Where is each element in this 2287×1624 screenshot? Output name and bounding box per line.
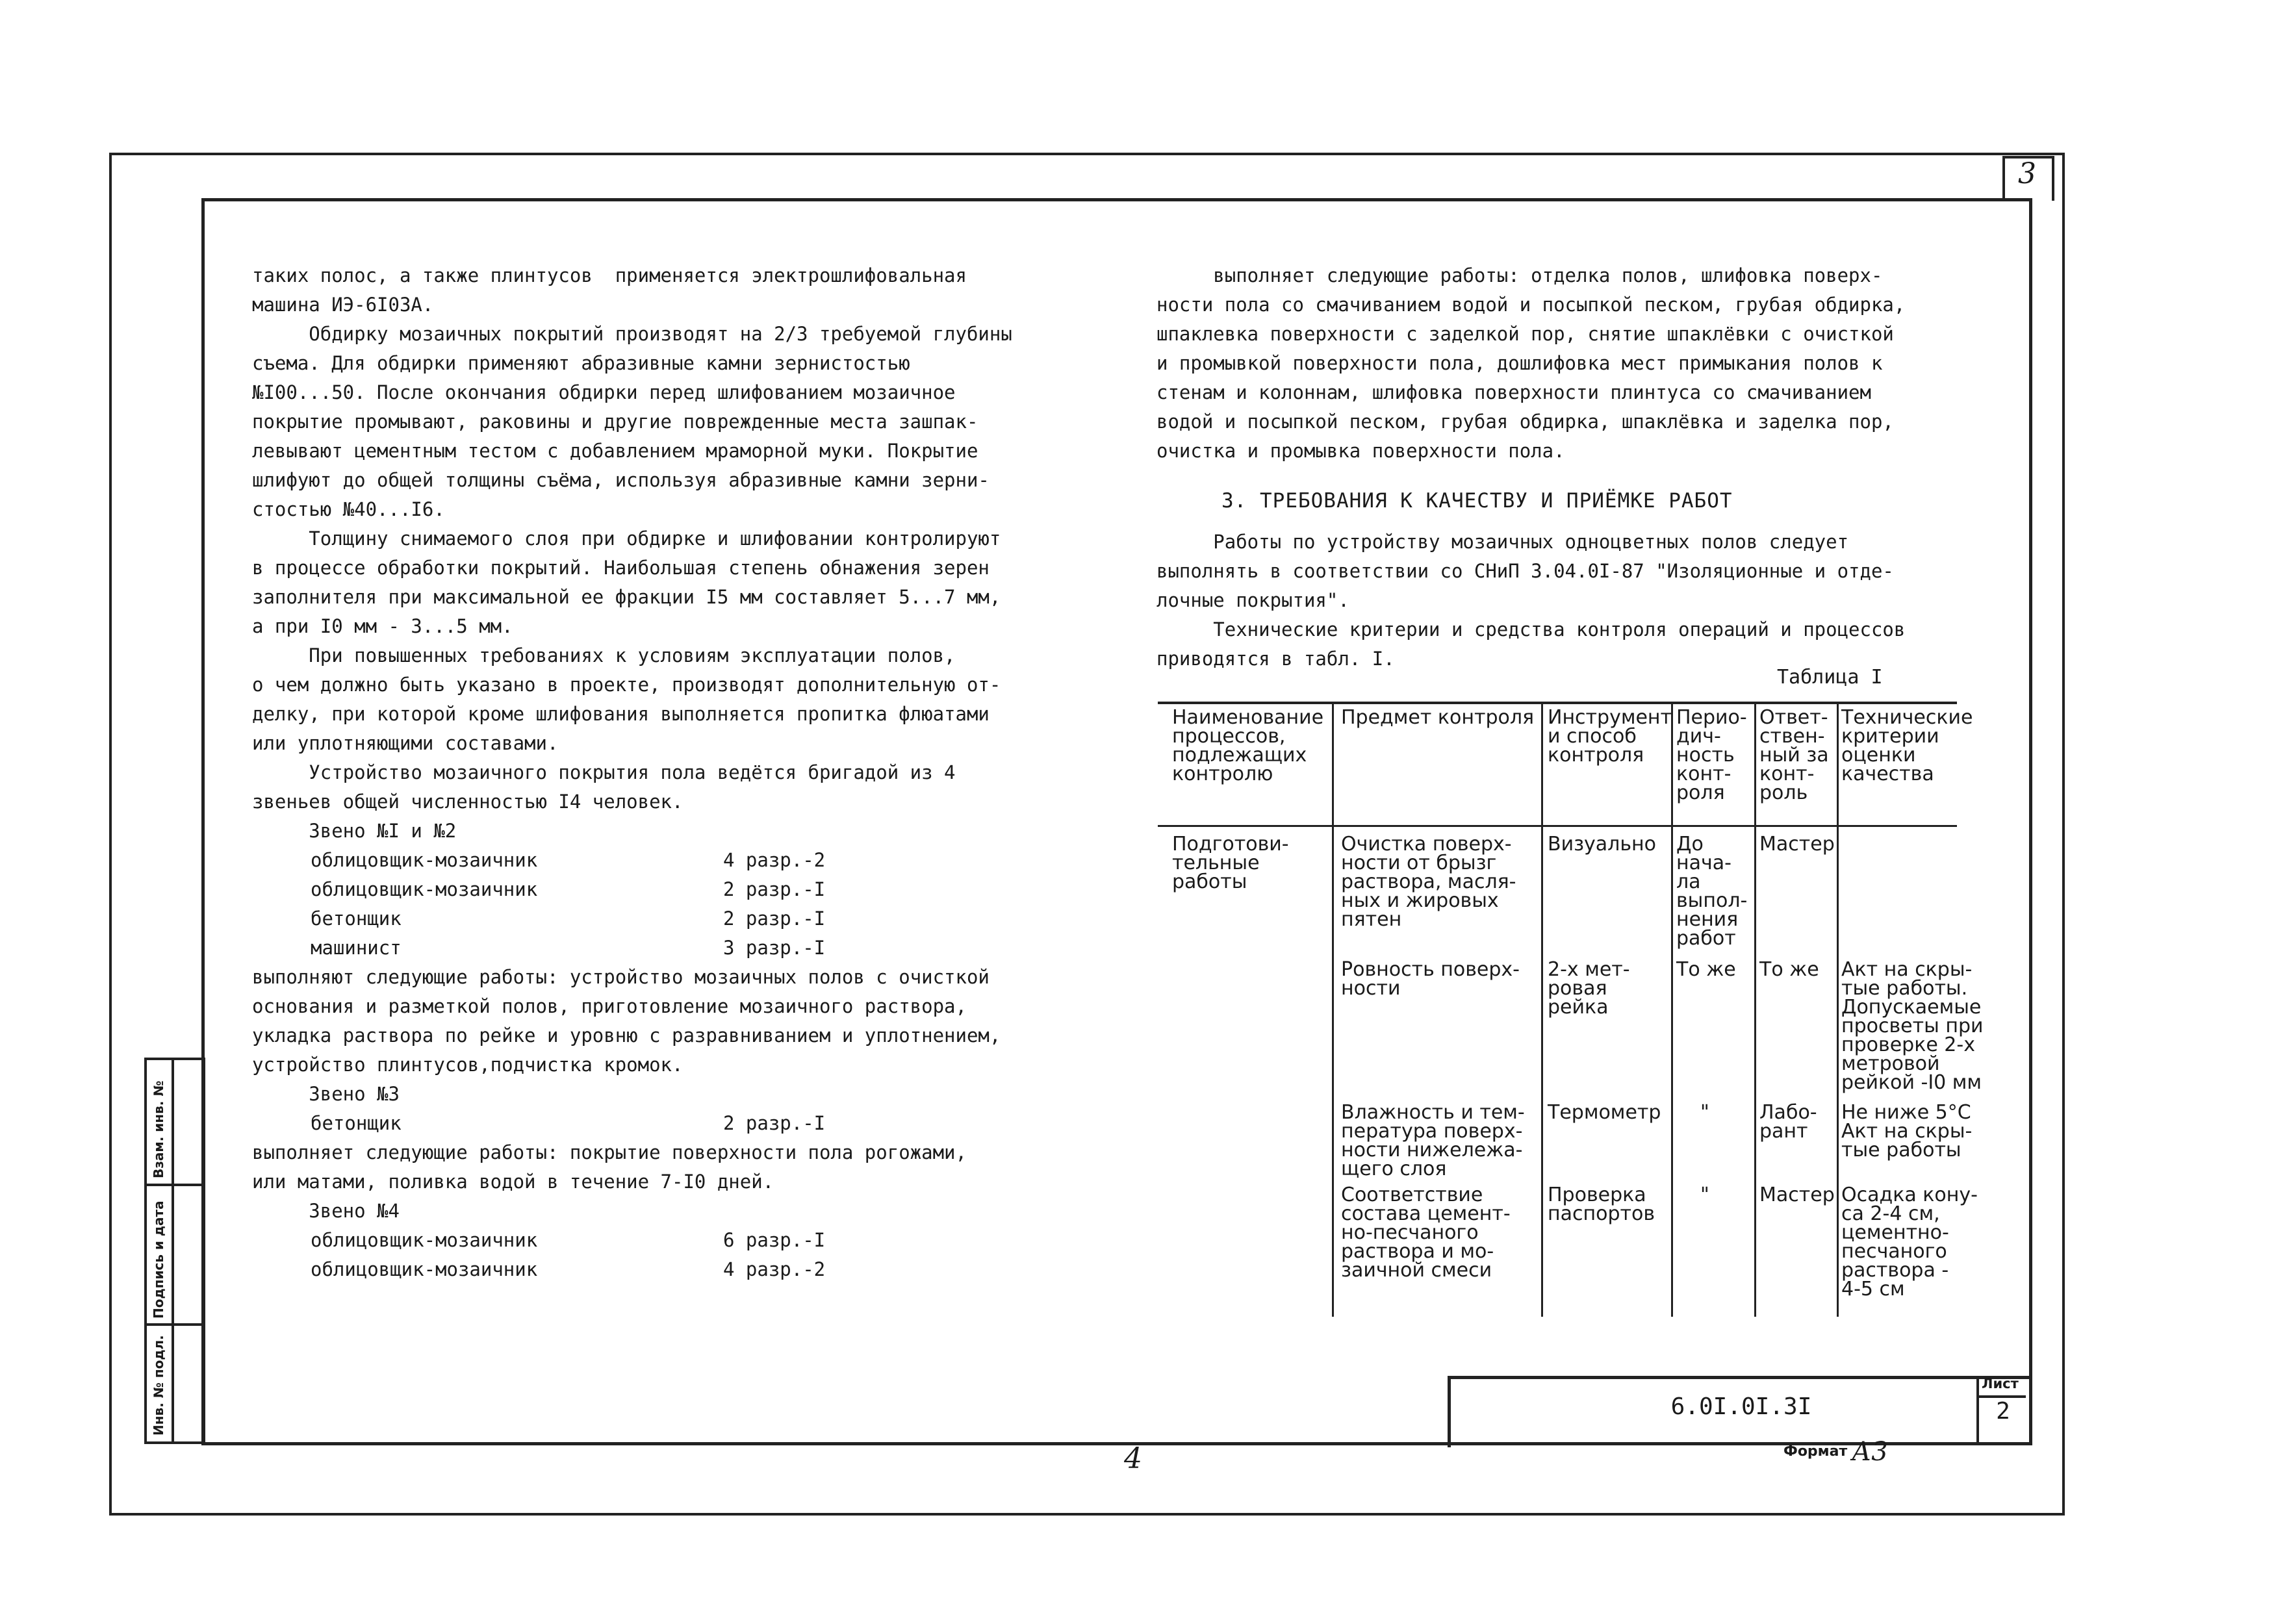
table-cell-tool: Термометр	[1548, 1101, 1661, 1124]
left-column	[252, 261, 1012, 1284]
text-line: Толщину снимаемого слоя при обдирке и шлифовании контролируют	[252, 527, 1001, 550]
text-line: При повышенных требованиях к условиям эксплуатации полов,	[252, 644, 956, 666]
crew-row	[252, 1255, 1012, 1284]
table-cell-period: "	[1700, 1184, 1709, 1206]
text-line: Звено №3	[252, 1083, 400, 1105]
crew-grade: 2 разр.-I	[723, 907, 826, 930]
table-header-process: Наименование процессов, подлежащих контролю	[1172, 706, 1324, 785]
text-line: в процессе обработки покрытий. Наибольшая степень обнажения зерен	[252, 557, 990, 579]
crew-row	[252, 904, 1012, 933]
text-line: шлифуют до общей толщины съёма, используя абразивные камни зерни-	[252, 469, 990, 491]
sheet-number: 2	[1996, 1398, 2010, 1425]
table-col-divider	[1754, 703, 1756, 1317]
table-cell-criteria: Акт на скры- тые работы. Допускаемые просветы при проверке 2-х метровой рейкой -I0 мм	[1841, 958, 1984, 1094]
text-line: звеньев общей численностью I4 человек.	[252, 791, 684, 813]
text-line: лочные покрытия".	[1156, 589, 1349, 611]
table-cell-responsible: Мастер	[1759, 1184, 1835, 1206]
crew-role: облицовщик-мозаичник	[311, 849, 538, 871]
table-cell-subject: Соответствие состава цемент- но-песчаного раствора и мо- заичной смеси	[1341, 1184, 1511, 1282]
crew-row	[252, 1109, 1012, 1138]
table-cell-period: То же	[1676, 958, 1736, 981]
crew-grade: 2 разр.-I	[723, 1112, 826, 1134]
table-header-responsible: Ответ- ствен- ный за конт- роль	[1759, 706, 1829, 804]
table-cell-subject: Влажность и тем- пература поверх- ности нижележа- щего слоя	[1341, 1101, 1525, 1180]
text-line: или матами, поливка водой в течение 7-I0 дней.	[252, 1171, 774, 1193]
sheet-tab-number: 3	[2018, 157, 2036, 190]
section-heading: 3. ТРЕБОВАНИЯ К КАЧЕСТВУ И ПРИЁМКЕ РАБОТ	[1221, 489, 1733, 513]
text-line: и промывкой поверхности пола, дошлифовка мест примыкания полов к	[1156, 352, 1883, 374]
table-cell-criteria: Осадка кону- са 2-4 см, цементно- песчаного раствора - 4-5 см	[1841, 1184, 1978, 1300]
text-line: укладка раствора по рейке и уровню с разравниванием и уплотнением,	[252, 1024, 1001, 1047]
text-line: выполняют следующие работы: устройство мозаичных полов с очисткой	[252, 966, 990, 988]
table-cell-tool: Проверка паспортов	[1548, 1184, 1655, 1225]
text-line: Обдирку мозаичных покрытий производят на 2/3 требуемой глубины	[252, 323, 1012, 345]
text-line: делку, при которой кроме шлифования выполняется пропитка флюатами	[252, 703, 990, 725]
document-code: 6.0I.0I.3I	[1670, 1393, 1812, 1420]
side-box-divider	[172, 1060, 174, 1441]
text-line: выполняет следующие работы: отделка полов, шлифовка поверх-	[1156, 264, 1883, 286]
format-value: А3	[1852, 1437, 1888, 1467]
table-cell-responsible: То же	[1759, 958, 1819, 981]
crew-role: облицовщик-мозаичник	[311, 1258, 538, 1280]
side-signature-box	[144, 1058, 205, 1444]
table-cell-period: До нача- ла выпол- нения работ	[1676, 833, 1748, 950]
crew-role: облицовщик-мозаичник	[311, 878, 538, 900]
crew-role: бетонщик	[311, 907, 402, 930]
text-line: основания и разметкой полов, приготовление мозаичного раствора,	[252, 995, 967, 1017]
section-body	[1156, 527, 1905, 674]
text-line: таких полос, а также плинтусов применяется электрошлифовальная	[252, 264, 967, 286]
text-line: очистка и промывка поверхности пола.	[1156, 440, 1565, 462]
text-line: выполнять в соответствии со СНиП 3.04.0I-87 "Изоляционные и отде-	[1156, 560, 1894, 582]
text-line: устройство плинтусов,подчистка кромок.	[252, 1054, 684, 1076]
crew-row	[252, 1226, 1012, 1255]
title-block-divider	[1976, 1376, 1979, 1444]
table-cell-tool: 2-х мет- ровая рейка	[1548, 958, 1630, 1019]
crew-grade: 4 разр.-2	[723, 1258, 826, 1280]
text-line: о чем должно быть указано в проекте, производят дополнительную от-	[252, 674, 1001, 696]
crew-grade: 4 разр.-2	[723, 849, 826, 871]
table-header-period: Перио- дич- ность конт- роля	[1676, 706, 1747, 804]
crew-row	[252, 846, 1012, 875]
text-line: покрытие промывают, раковины и другие поврежденные места зашпак-	[252, 411, 978, 433]
table-col-divider	[1671, 703, 1673, 1317]
table-col-divider	[1332, 703, 1334, 1317]
text-line: заполнителя при максимальной ее фракции I5 мм составляет 5...7 мм,	[252, 586, 1001, 608]
side-label-replace-inv: Взам. инв. №	[151, 1080, 166, 1178]
text-line: Звено №I и №2	[252, 820, 457, 842]
table-header-criteria: Технические критерии оценки качества	[1841, 706, 1973, 785]
side-box-separator	[147, 1184, 203, 1186]
table-cell-responsible: Мастер	[1759, 833, 1835, 856]
text-line: или уплотняющими составами.	[252, 732, 559, 754]
table-title: Таблица I	[1777, 666, 1883, 689]
crew-role: машинист	[311, 937, 402, 959]
crew-role: бетонщик	[311, 1112, 402, 1134]
table-col-divider	[1837, 703, 1839, 1317]
text-line: левывают цементным тестом с добавлением мраморной муки. Покрытие	[252, 440, 978, 462]
text-line: Звено №4	[252, 1200, 400, 1222]
crew-list-3	[252, 1109, 1012, 1138]
format-label: Формат	[1783, 1443, 1848, 1460]
quality-control-table	[1158, 695, 1984, 1319]
crew-grade: 3 разр.-I	[723, 937, 826, 959]
table-cell-criteria: Не ниже 5°С Акт на скры- тые работы	[1841, 1101, 1973, 1161]
text-line: ности пола со смачиванием водой и посыпкой песком, грубая обдирка,	[1156, 294, 1906, 316]
table-header-tool: Инструмент и способ контроля	[1548, 706, 1672, 767]
crew-role: облицовщик-мозаичник	[311, 1229, 538, 1251]
text-line: стостью №40...I6.	[252, 498, 445, 520]
side-label-signature-date: Подпись и дата	[151, 1200, 166, 1319]
text-line: а при I0 мм - 3...5 мм.	[252, 615, 513, 637]
crew-list-4	[252, 1226, 1012, 1284]
side-label-inv-original: Инв. № подл.	[151, 1335, 166, 1436]
sheet-label: Лист	[1982, 1376, 2019, 1391]
crew-grade: 6 разр.-I	[723, 1229, 826, 1251]
crew-grade: 2 разр.-I	[723, 878, 826, 900]
table-cell-tool: Визуально	[1548, 833, 1656, 856]
text-line: машина ИЭ-6I03А.	[252, 294, 434, 316]
handwritten-page-number: 4	[1124, 1442, 1142, 1475]
text-line: съема. Для обдирки применяют абразивные камни зернистостью	[252, 352, 910, 374]
crew-list-1-2	[252, 846, 1012, 963]
text-line: №I00...50. После окончания обдирки перед шлифованием мозаичное	[252, 381, 956, 403]
table-cell-process: Подготови- тельные работы	[1172, 833, 1289, 893]
text-line: шпаклевка поверхности с заделкой пор, снятие шпаклёвки с очисткой	[1156, 323, 1894, 345]
crew-row	[252, 933, 1012, 963]
table-col-divider	[1541, 703, 1543, 1317]
text-line: Работы по устройству мозаичных одноцветных полов следует	[1156, 531, 1849, 553]
text-line: водой и посыпкой песком, грубая обдирка, шпаклёвка и заделка пор,	[1156, 411, 1894, 433]
table-cell-subject: Ровность поверх- ности	[1341, 958, 1520, 1000]
table-cell-period: "	[1700, 1101, 1709, 1124]
right-column	[1156, 261, 1905, 674]
text-line: выполняет следующие работы: покрытие поверхности пола рогожами,	[252, 1141, 967, 1163]
side-box-separator	[147, 1323, 203, 1326]
table-cell-subject: Очистка поверх- ности от брызг раствора, масля- ных и жировых пятен	[1341, 833, 1516, 931]
text-line: Технические критерии и средства контроля операций и процессов	[1156, 618, 1906, 641]
table-cell-responsible: Лабо- рант	[1759, 1101, 1817, 1143]
table-header-subject: Предмет контроля	[1341, 706, 1535, 729]
text-line: приводятся в табл. I.	[1156, 648, 1395, 670]
crew-row	[252, 875, 1012, 904]
text-line: стенам и колоннам, шлифовка поверхности плинтуса со смачиванием	[1156, 381, 1871, 403]
text-line: Устройство мозаичного покрытия пола ведётся бригадой из 4	[252, 761, 956, 783]
